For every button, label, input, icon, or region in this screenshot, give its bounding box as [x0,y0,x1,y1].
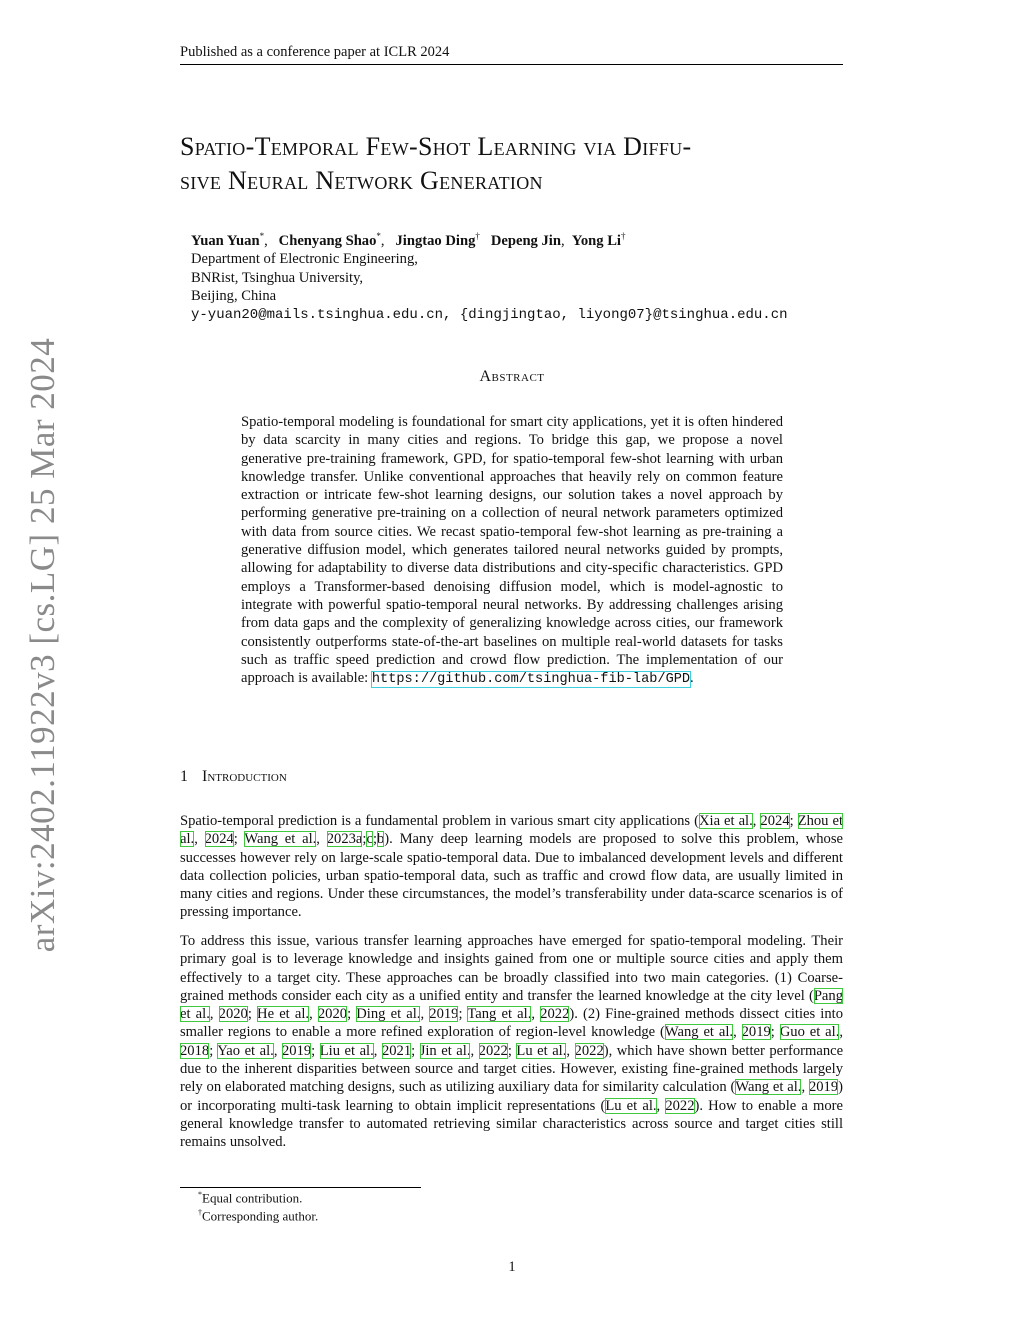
affiliation-line: Beijing, China [191,288,277,305]
section-title: Introduction [202,768,287,785]
paragraph-text: , [470,1042,479,1059]
citation-link[interactable]: Wang et al. [244,831,317,848]
paragraph-text: ; [233,831,245,848]
paragraph-text: , [801,1079,809,1096]
running-header: Published as a conference paper at ICLR 2024 [180,44,843,65]
author-block [191,227,788,324]
abstract-text: Spatio-temporal modeling is foundational for smart city applications, yet it is often hindered by data scarcity in many cities and regions. To bridge this gap, we propose a novel generative pre-training framework, GPD, for spatio-temporal few-shot learning with urban knowledge transfer. Unlike conventional approaches that heavily rely on common feature extraction or intricate few-shot learning designs, our solution takes a novel approach by performing generative pre-training on a collection of neural network parameters optimized with data from source cities. We recast spatio-temporal few-shot learning as pre-training a generative diffusion model, which generates tailored neural networks guided by prompts, allowing for adaptability to diverse data distributions and city-specific characteristics. GPD employs a Transformer-based denoising diffusion model, which is model-agnostic to integrate with powerful spatio-temporal neural networks. By addressing challenges arising from data gaps and the complexity of generalizing knowledge across cities, our framework consistently outperforms state-of-the-art baselines on multiple real-world datasets for tasks such as traffic speed prediction and crowd flow prediction. The implementation of our approach is available: [241,414,783,687]
paragraph-text: ; [209,1042,218,1059]
paragraph-text: To address this issue, various transfer learning approaches have emerged for spatio-temporal modeling. Their primary goal is to leverage knowledge and insights gained from one or multiple source cities and apply them effectively to a target city. These approaches can be broadly classified into two main categories. (1) Coarse-grained methods consider each city as a unified entity and transfer the learned knowledge at the city level ( [180,933,843,1004]
citation-link[interactable]: Ding et al. [356,1006,421,1023]
paragraph-text: ), which have shown better performance due to the inherent disparities between source and target cities. However, existing fine-grained methods largely rely on elaborated matching designs, such as utilizing auxiliary data for similarity calculation ( [180,1042,844,1096]
affiliation-line: Department of Electronic Engineering, [191,251,418,268]
paragraph-text: , [194,831,205,848]
section-heading [180,768,287,786]
citation-link[interactable]: 2022 [540,1006,570,1023]
paragraph-text: ; [362,831,367,848]
paragraph-text: , [309,1006,318,1023]
affiliation-line: BNRist, Tsinghua University, [191,269,364,286]
footnote-mark: * [198,1190,202,1199]
footnote-text: Corresponding author. [202,1208,319,1224]
footnote [198,1190,302,1206]
citation-link[interactable]: Guo et al. [779,1024,840,1041]
paragraph-text: , [273,1042,282,1059]
arxiv-stamp: arXiv:2402.11922v3 [cs.LG] 25 Mar 2024 [23,337,62,953]
citation-link[interactable]: Lu et al. [516,1042,567,1059]
paragraph-text: ; [507,1042,517,1059]
citation-link[interactable]: 2019 [741,1024,771,1041]
paragraph-text: , [656,1097,666,1114]
intro-paragraph [180,812,843,922]
paragraph-text: ; [458,1006,468,1023]
citation-link[interactable]: Liu et al. [319,1042,374,1059]
author-mark: * [376,231,381,241]
paragraph-text: , [566,1042,575,1059]
footnote [198,1208,318,1224]
citation-link[interactable]: Lu et al. [605,1097,657,1114]
citation-link[interactable]: Tang et al. [467,1006,532,1023]
paper-title [180,130,860,198]
paragraph-text: , [420,1006,430,1023]
citation-link[interactable]: Wang et al. [735,1079,802,1096]
citation-link[interactable]: Xia et al. [698,813,753,829]
paragraph-text: ) or incorporating multi-task learning to obtain implicit representations ( [180,1079,844,1114]
title-line: Spatio-Temporal Few-Shot Learning via Diffu- [180,132,692,161]
abstract-heading: Abstract [479,368,545,385]
author-name: Yong Li [571,232,621,249]
citation-link[interactable]: He et al. [257,1006,310,1023]
citation-link[interactable]: Pang et al. [180,987,843,1023]
paragraph-text: ; [311,1042,320,1059]
citation-link[interactable]: 2019 [808,1079,839,1096]
author-list: Yuan Yuan*, Chenyang Shao*, Jingtao Ding† Depeng Jin, Yong Li† [191,231,626,249]
citation-link[interactable]: 2020 [218,1006,248,1023]
paragraph-text: Spatio-temporal prediction is a fundamental problem in various smart city applications ( [180,813,699,829]
section-number: 1 [180,768,188,785]
citation-link[interactable]: 2019 [281,1042,312,1059]
author-name: Depeng Jin [490,232,561,249]
citation-link[interactable]: 2020 [317,1006,348,1023]
paragraph-text: ; [789,813,798,829]
citation-link[interactable]: 2018 [180,1042,210,1059]
citation-link[interactable]: 2022 [574,1042,604,1059]
citation-link[interactable]: 2024 [760,813,790,829]
author-name: Chenyang Shao [278,232,377,249]
author-mark: * [259,231,265,241]
paragraph-text: , [752,813,761,829]
title-line: sive Neural Network Generation [180,166,543,195]
footnote-mark: † [198,1208,202,1217]
author-name: Jingtao Ding [395,232,476,249]
citation-link[interactable]: Zhou et al. [180,813,844,848]
author-name: Yuan Yuan [191,232,260,249]
citation-link[interactable]: 2024 [204,831,234,848]
page-number: 1 [508,1259,516,1275]
paragraph-text: , [373,1042,382,1059]
author-mark: † [621,231,626,241]
paragraph-text: ; [347,1006,357,1023]
citation-link[interactable]: 2019 [429,1006,459,1023]
author-emails: y-yuan20@mails.tsinghua.edu.cn, {dingjingtao, liyong07}@tsinghua.edu.cn [191,306,788,323]
intro-paragraph [180,932,843,1152]
paragraph-text: ; [411,1042,420,1059]
footnote-text: Equal contribution. [202,1190,303,1206]
citation-link[interactable]: c [366,831,373,848]
citation-link[interactable]: 2021 [381,1042,412,1059]
citation-link[interactable]: 2023a [326,831,363,848]
citation-link[interactable]: 2022 [665,1097,695,1114]
paragraph-text: , [531,1006,541,1023]
paragraph-text: ). How to enable a more general knowledge transfer to automated retrieving similar characteristics across source and target cities still remains unsolved. [180,1097,843,1151]
citation-link[interactable]: Wang et al. [664,1024,734,1041]
paragraph-text: ). (2) Fine-grained methods dissect cities into smaller regions to enable a more refined exploration of region-level knowledge ( [180,1006,843,1041]
paragraph-text: , [733,1024,742,1041]
citation-link[interactable]: b [377,831,385,848]
paragraph-text: ; [372,831,377,848]
paragraph-text: ; [770,1024,780,1041]
abstract: Spatio-temporal modeling is foundational for smart city applications, yet it is often hindered by data scarcity in many cities and regions. To bridge this gap, we propose a novel generative pre-training framework, GPD, for spatio-temporal few-shot learning with urban knowledge transfer. Unlike conventional approaches that heavily rely on common feature extraction or intricate few-shot learning designs, our solution takes a novel approach by performing generative pre-training on a collection of neural network parameters optimized with data from source cities. We recast spatio-temporal few-shot learning as pre-training a generative diffusion model, which generates tailored neural networks guided by prompts, allowing for adaptability to diverse data distributions and city-specific characteristics. GPD employs a Transformer-based denoising diffusion model, which is model-agnostic to integrate with powerful spatio-temporal neural networks. By addressing challenges arising from data gaps and the complexity of generalizing knowledge across cities, our framework consistently outperforms state-of-the-art baselines on multiple real-world datasets for tasks such as traffic speed prediction and crowd flow prediction. The implementation of our approach is available: https://github.com/tsinghua-fib-lab/GPD. [241,414,783,688]
author-mark: † [475,231,480,241]
citation-link[interactable]: Jin et al. [419,1042,471,1059]
code-link[interactable]: https://github.com/tsinghua-fib-lab/GPD [371,672,691,688]
paragraph-text: ). Many deep learning models are proposed to solve this problem, whose successes however rely on large-scale spatio-temporal data. Due to imbalanced development levels and different data collection policies, urban spatio-temporal data, such as traffic and crowd flow data, are usually limited in many cities and regions. Under these circumstances, the model’s transferability under data-scarce scenarios is of pressing importance. [180,831,843,921]
citation-link[interactable]: 2022 [478,1042,508,1059]
paragraph-text: ; [247,1006,258,1023]
paragraph-text: , [209,1006,219,1023]
paragraph-text: , [316,831,327,848]
footnote-rule [180,1187,421,1188]
citation-link[interactable]: Yao et al. [217,1042,274,1059]
paragraph-text: , [839,1024,844,1041]
